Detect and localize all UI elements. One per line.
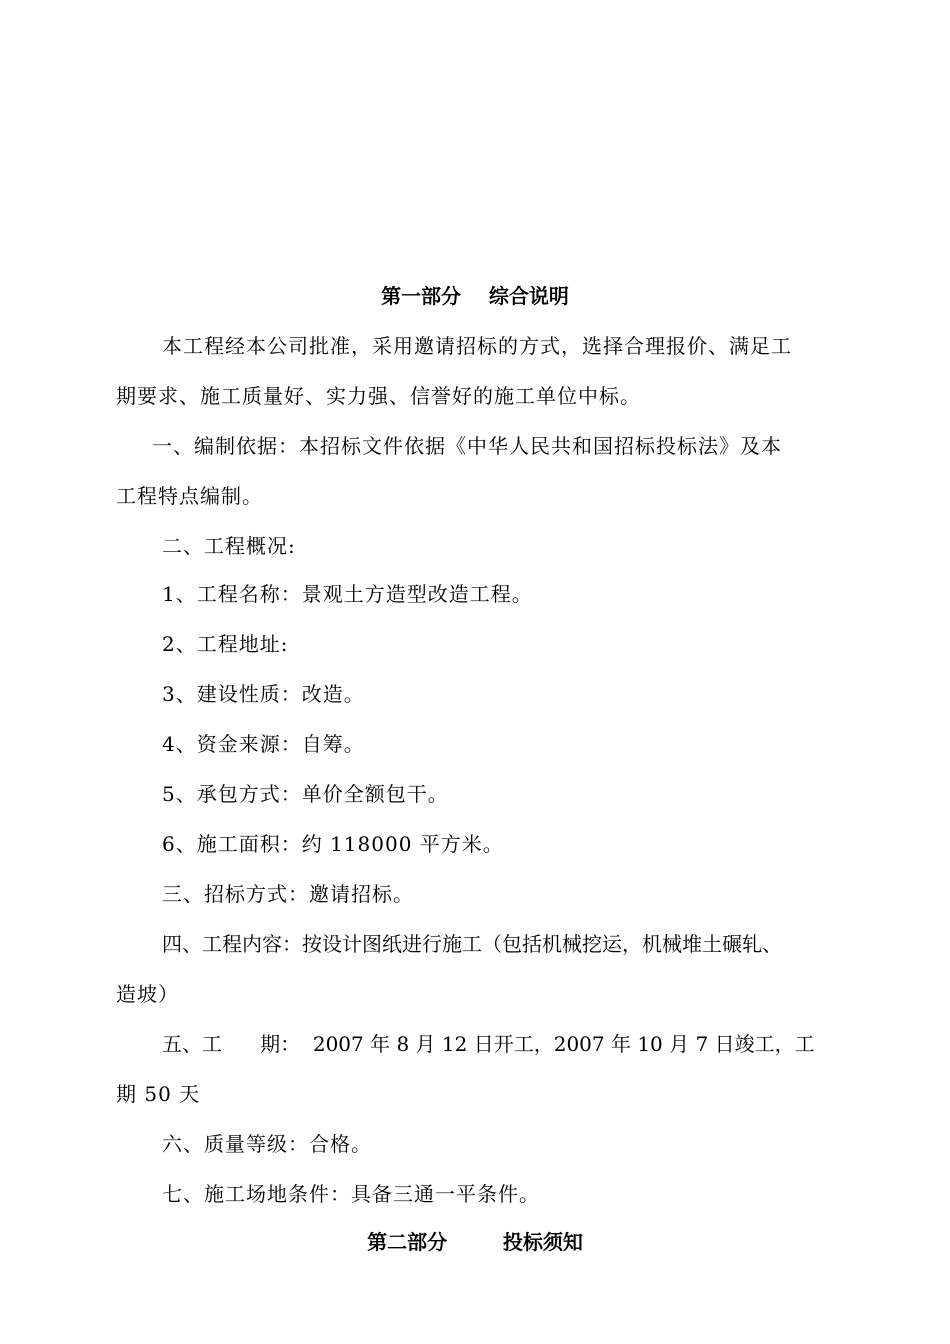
site-conditions: 七、施工场地条件：具备三通一平条件。 (162, 1182, 540, 1206)
overview-item-1: 1、工程名称：景观土方造型改造工程。 (162, 582, 533, 606)
content-line-2: 造坡） (116, 982, 179, 1006)
period-line-1: 五、工 期： 2007 年 8 月 12 日开工，2007 年 10 月 7 日竣工，工 (162, 1032, 815, 1056)
part1-title: 第一部分 综合说明 (381, 284, 569, 308)
basis-line-2: 工程特点编制。 (116, 484, 263, 508)
overview-item-2: 2、工程地址: (162, 632, 289, 656)
overview-item-4: 4、资金来源：自筹。 (162, 732, 365, 756)
overview-item-5: 5、承包方式：单价全额包干。 (162, 782, 449, 806)
part2-title: 第二部分 投标须知 (367, 1230, 583, 1254)
quality-grade: 六、质量等级：合格。 (162, 1132, 372, 1156)
intro-line-2: 期要求、施工质量好、实力强、信誉好的施工单位中标。 (116, 384, 641, 408)
tender-method: 三、招标方式：邀请招标。 (162, 882, 414, 906)
basis-line-1: 一、编制依据：本招标文件依据《中华人民共和国招标投标法》及本 (152, 434, 782, 458)
content-line-1: 四、工程内容：按设计图纸进行施工（包括机械挖运，机械堆土碾轧、 (162, 932, 782, 956)
period-line-2: 期 50 天 (116, 1082, 201, 1106)
overview-item-3: 3、建设性质：改造。 (162, 682, 365, 706)
overview-item-6: 6、施工面积：约 118000 平方米。 (162, 832, 504, 856)
intro-line-1: 本工程经本公司批准，采用邀请招标的方式，选择合理报价、满足工 (162, 334, 792, 358)
overview-heading: 二、工程概况: (162, 534, 296, 558)
